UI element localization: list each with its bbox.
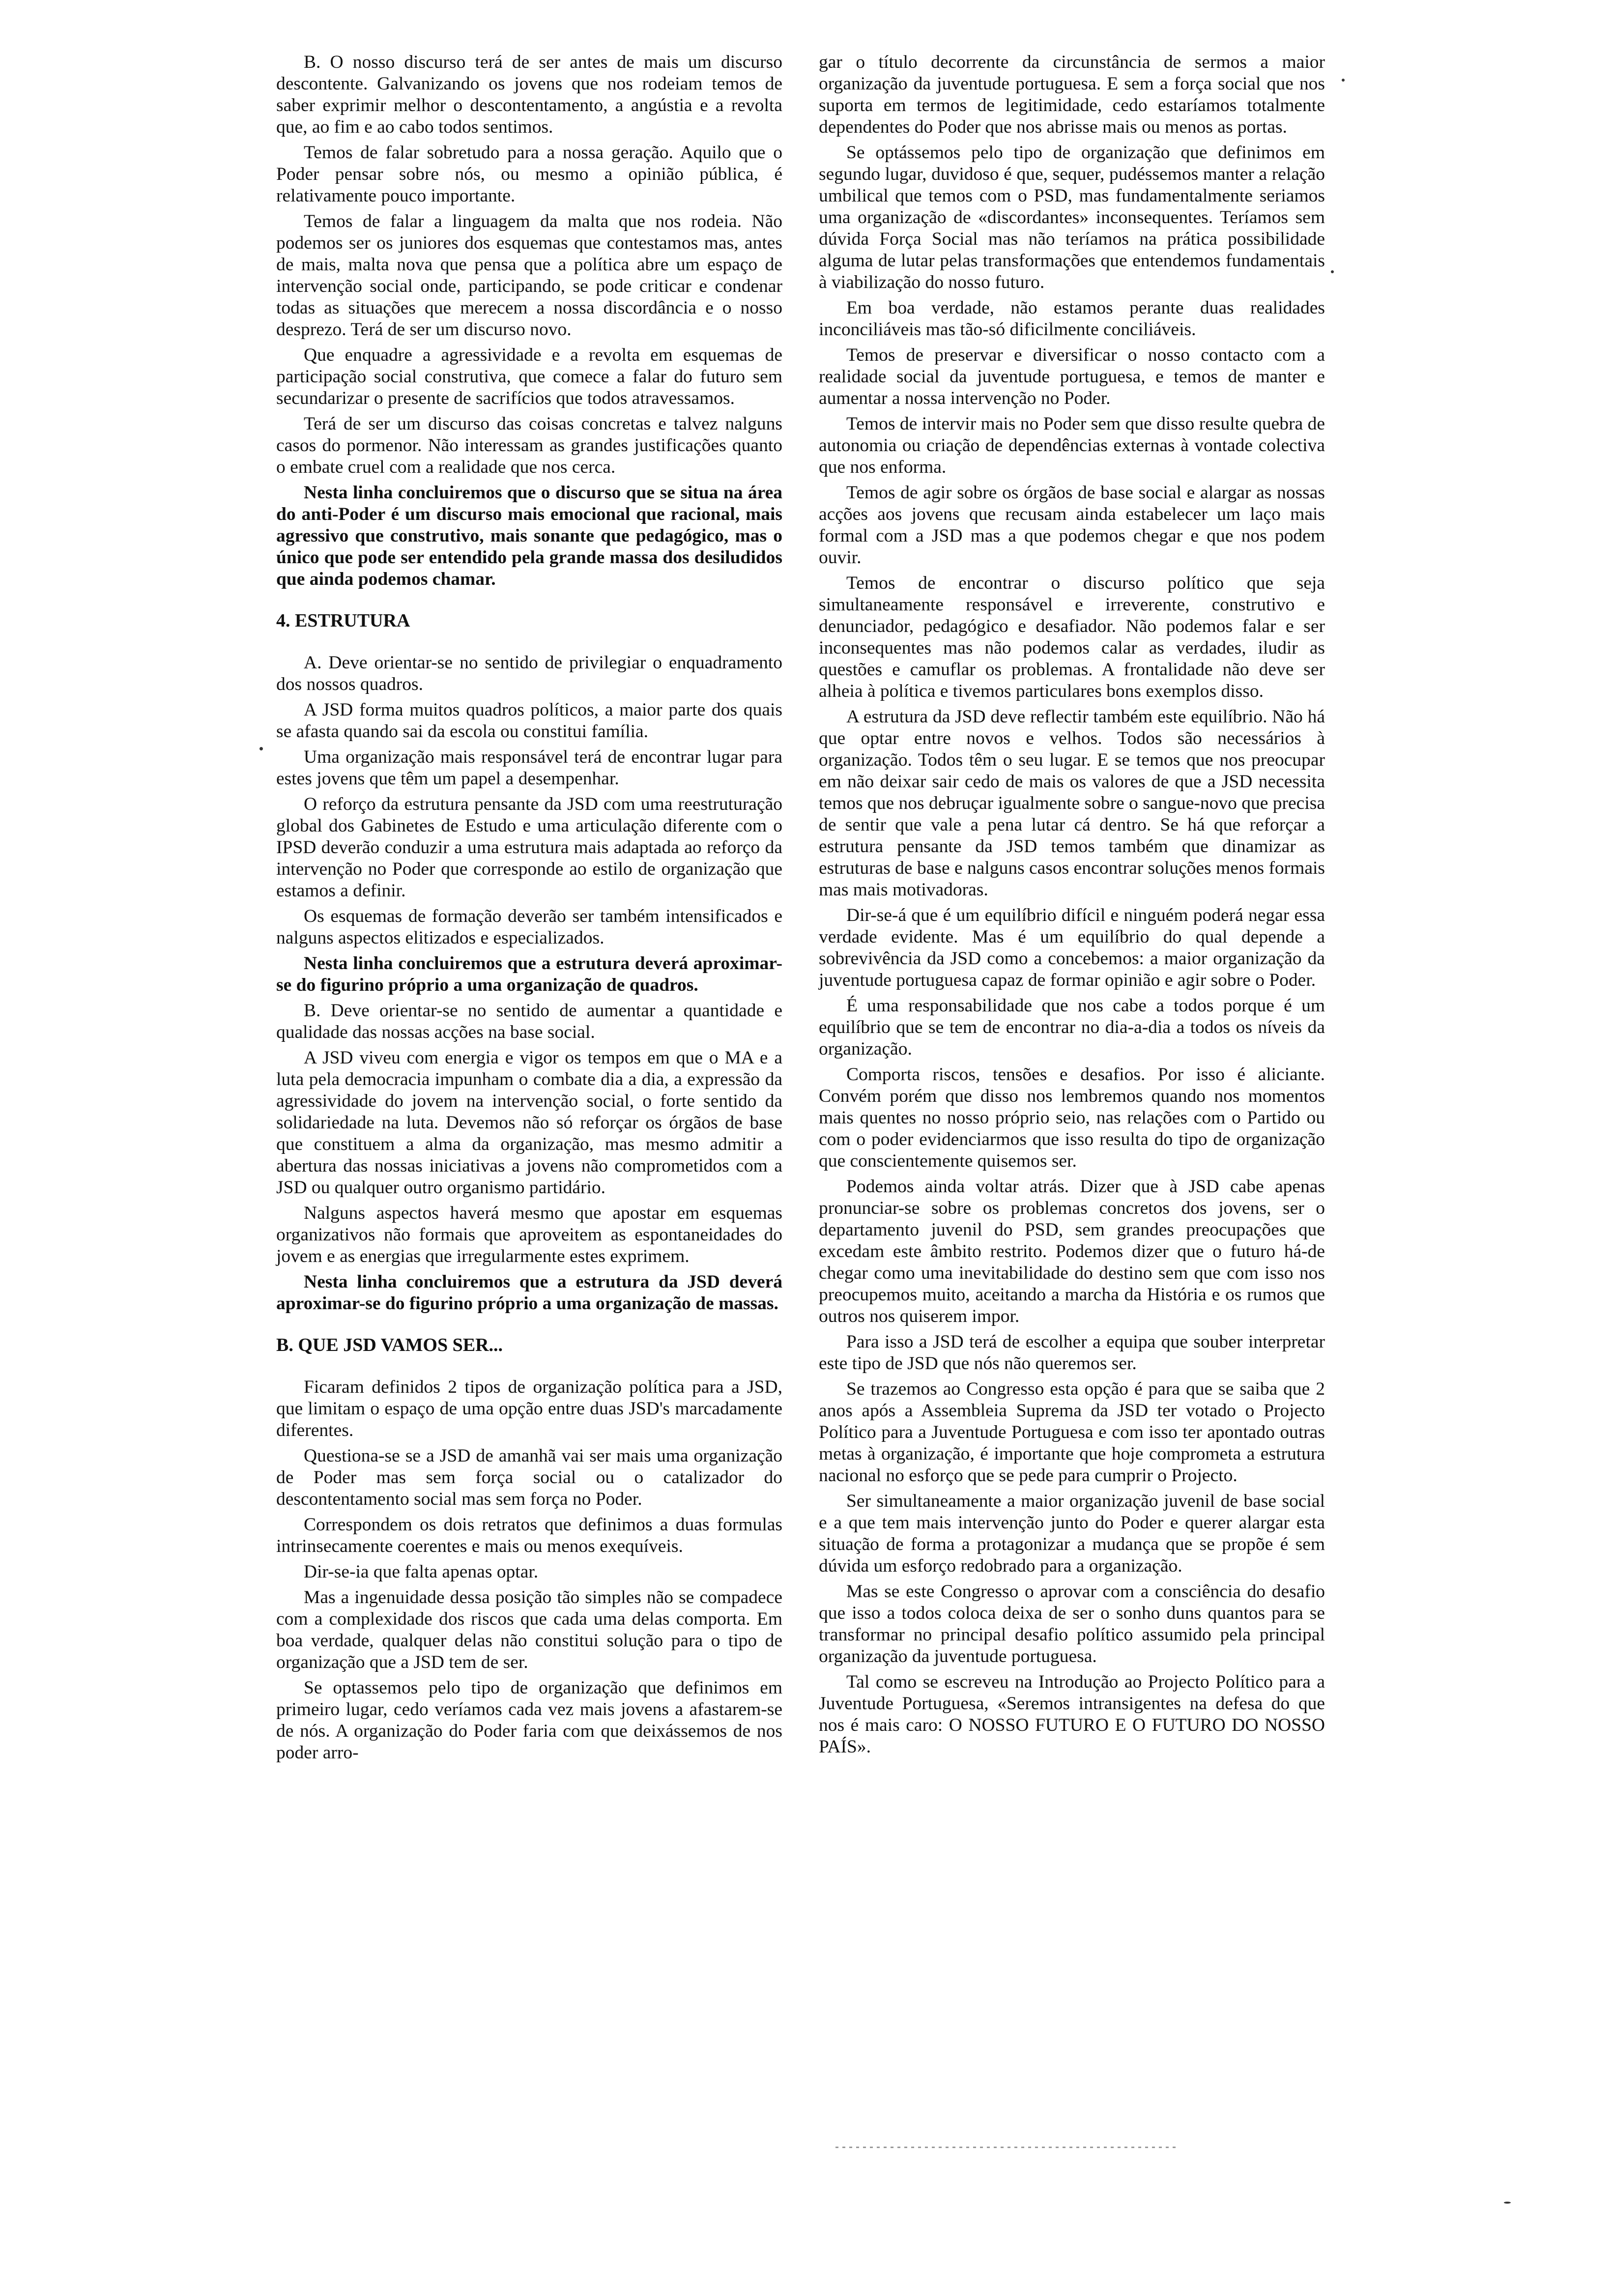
right-paragraph: Dir-se-á que é um equilíbrio difícil e ninguém poderá negar essa verdade evidente. Mas é um equilíbrio do qual depende a sobrevivência da JSD como a concebemos: a maior organização da juventude portuguesa capaz de formar opinião e agir sobre o Poder. [819,905,1325,990]
right-paragraph: A estrutura da JSD deve reflectir também este equilíbrio. Não há que optar entre novos e velhos. Todos são necessários à organização. Todos têm o seu lugar. E se temos que nos preocupar em não deixar sair cedo de mais os valores de que a JSD necessita temos que nos debruçar igualmente sobre o sangue-novo que precisa de sentir que vale a pena lutar cá dentro. Se há que reforçar a estrutura pensante da JSD temos também que dinamizar as estruturas de base e nalguns casos encontrar soluções menos formais mas mais motivadoras. [819,707,1325,900]
left-estrutura-paragraph: B. Deve orientar-se no sentido de aumentar a quantidade e qualidade das nossas acções na base social. [276,1001,782,1042]
left-estrutura-paragraph: A JSD viveu com energia e vigor os tempos em que o MA e a luta pela democracia impunham o combate dia a dia, a expressão da agressividade do jovem na intervenção social, o forte sentido da solidariedade na luta. Devemos não só reforçar os órgãos de base que constituem a alma da organização, mas mesmo admitir a abertura das nossas iniciativas a jovens não comprometidos com a JSD ou qualquer outro organismo partidário. [276,1048,782,1198]
section-heading-estrutura: 4. ESTRUTURA [276,610,410,631]
left-estrutura-paragraph: O reforço da estrutura pensante da JSD com uma reestruturação global dos Gabinetes de Estudo e uma articulação diferente com o IPSD deverão conduzir a uma estrutura mais adaptada ao reforço da intervenção no Poder que corresponde ao estilo de organização que estamos a definir. [276,794,782,901]
left-discurso-paragraph: Temos de falar a linguagem da malta que nos rodeia. Não podemos ser os juniores dos esquemas que contestamos mas, antes de mais, malta nova que pensa que a política abre um espaço de intervenção social onde, participando, se pode criticar e condenar todas as situações que merecem a nossa discordância e o nosso desprezo. Terá de ser um discurso novo. [276,211,782,340]
right-paragraph: É uma responsabilidade que nos cabe a todos porque é um equilíbrio que se tem de encontrar no dia-a-dia a todos os níveis da organização. [819,996,1325,1059]
right-paragraph: Mas se este Congresso o aprovar com a consciência do desafio que isso a todos coloca deixa de ser o sonho duns quantos para se transformar no principal desafio político assumido pela principal organização da juventude portuguesa. [819,1581,1325,1666]
left-estrutura-paragraph: Nesta linha concluiremos que a estrutura da JSD deverá aproximar-se do figurino próprio a uma organização de massas. [276,1272,782,1314]
right-paragraph: Comporta riscos, tensões e desafios. Por isso é aliciante. Convém porém que disso nos lembremos quando nos momentos mais quentes no nosso próprio seio, nas relações com o Partido ou com o poder evidenciarmos que isso resulta do tipo de organização que conscientemente quisemos ser. [819,1064,1325,1171]
left-estrutura-paragraph: Nalguns aspectos haverá mesmo que apostar em esquemas organizativos não formais que aproveitem as espontaneidades do jovem e as energias que irregularmente estes exprimem. [276,1203,782,1266]
scan-noise-line [835,2147,1180,2148]
left-estrutura-paragraph: A. Deve orientar-se no sentido de privilegiar o enquadramento dos nossos quadros. [276,653,782,694]
left-que-jsd-paragraph: Ficaram definidos 2 tipos de organização política para a JSD, que limitam o espaço de uma opção entre duas JSD's marcadamente diferentes. [276,1377,782,1440]
left-estrutura-paragraph: Nesta linha concluiremos que a estrutura deverá aproximar-se do figurino próprio a uma organização de quadros. [276,953,782,995]
right-paragraph: Temos de intervir mais no Poder sem que disso resulte quebra de autonomia ou criação de dependências externas à vontade colectiva que nos enforma. [819,414,1325,477]
left-column [276,52,782,1768]
right-paragraph: Se trazemos ao Congresso esta opção é para que se saiba que 2 anos após a Assembleia Suprema da JSD ter votado o Projecto Político para a Juventude Portuguesa e com isso ter apontado outras metas à organização, é importante que hoje comprometa a estrutura nacional no esforço que se pede para cumprir o Projecto. [819,1379,1325,1486]
right-paragraph: Podemos ainda voltar atrás. Dizer que à JSD cabe apenas pronunciar-se sobre os problemas concretos dos jovens, ser o departamento juvenil do PSD, sem grandes preocupações que excedam este âmbito restrito. Podemos dizer que o futuro há-de chegar como uma inevitabilidade do destino sem que com isso nos preocupemos muito, aceitando a marcha da História e os rumos que outros nos quiserem impor. [819,1177,1325,1326]
right-column [819,52,1325,1762]
left-estrutura-paragraph: A JSD forma muitos quadros políticos, a maior parte dos quais se afasta quando sai da escola ou constitui família. [276,700,782,742]
right-paragraph: Se optássemos pelo tipo de organização que definimos em segundo lugar, duvidoso é que, sequer, pudéssemos manter a relação umbilical que temos com o PSD, mas fundamentalmente seriamos uma organização de «discordantes» inconsequentes. Teríamos sem dúvida Força Social mas não teríamos na prática possibilidade alguma de lutar pelas transformações que entendemos fundamentais à viabilização do nosso futuro. [819,143,1325,292]
left-discurso-paragraph: Nesta linha concluiremos que o discurso que se situa na área do anti-Poder é um discurso mais emocional que racional, mais agressivo que construtivo, mais sonante que pedagógico, mas o único que pode ser entendido pela grande massa dos desiludidos que ainda podemos chamar. [276,483,782,589]
right-paragraph: Para isso a JSD terá de escolher a equipa que souber interpretar este tipo de JSD que nós não queremos ser. [819,1332,1325,1374]
scan-speck [1342,79,1345,82]
right-paragraph: Temos de agir sobre os órgãos de base social e alargar as nossas acções aos jovens que recusam ainda estabelecer um laço mais formal com a JSD mas a que podemos chegar e que nos podem ouvir. [819,483,1325,568]
left-discurso-paragraph: Que enquadre a agressividade e a revolta em esquemas de participação social construtiva, que comece a falar do futuro sem secundarizar o presente de sacrifícios que todos atravessamos. [276,345,782,408]
left-block-estrutura [276,652,782,1315]
scan-speck [1331,270,1334,273]
right-paragraph: Ser simultaneamente a maior organização juvenil de base social e a que tem mais intervenção junto do Poder e querer alargar esta situação de forma a protagonizar a mudança que se propõe é sem dúvida um esforço redobrado para a organização. [819,1491,1325,1576]
scan-speck [1504,2202,1511,2204]
left-estrutura-paragraph: Uma organização mais responsável terá de encontrar lugar para estes jovens que têm um papel a desempenhar. [276,747,782,789]
section-heading-que-jsd: B. QUE JSD VAMOS SER... [276,1335,503,1355]
right-paragraph: Tal como se escreveu na Introdução ao Projecto Político para a Juventude Portuguesa, «Seremos intransigentes na defesa do que nos é mais caro: O NOSSO FUTURO E O FUTURO DO NOSSO PAÍS». [819,1672,1325,1757]
left-block-que-jsd [276,1377,782,1764]
scan-speck [259,747,263,750]
left-que-jsd-paragraph: Correspondem os dois retratos que definimos a duas formulas intrinsecamente coerentes e mais ou menos exequíveis. [276,1515,782,1556]
right-paragraph: Em boa verdade, não estamos perante duas realidades inconciliáveis mas tão-só dificilmente conciliáveis. [819,298,1325,340]
left-que-jsd-paragraph: Se optassemos pelo tipo de organização que definimos em primeiro lugar, cedo veríamos cada vez mais jovens a afastarem-se de nós. A organização do Poder faria com que deixássemos de nos poder arro- [276,1678,782,1763]
right-block-continuation [819,52,1325,1758]
left-discurso-paragraph: Temos de falar sobretudo para a nossa geração. Aquilo que o Poder pensar sobre nós, ou mesmo a opinião pública, é relativamente pouco importante. [276,143,782,206]
left-estrutura-paragraph: Os esquemas de formação deverão ser também intensificados e nalguns aspectos elitizados e especializados. [276,906,782,948]
left-que-jsd-paragraph: Mas a ingenuidade dessa posição tão simples não se compadece com a complexidade dos riscos que cada uma delas comporta. Em boa verdade, qualquer delas não constitui solução para o tipo de organização que a JSD tem de ser. [276,1587,782,1672]
right-paragraph: Temos de preservar e diversificar o nosso contacto com a realidade social da juventude portuguesa, e temos de manter e aumentar a nossa intervenção no Poder. [819,345,1325,408]
right-paragraph: Temos de encontrar o discurso político que seja simultaneamente responsável e irreverente, construtivo e denunciador, pedagógico e desafiador. Não podemos falar e ser inconsequentes mas não podemos calar as verdades, iludir as questões e camuflar os problemas. A frontalidade não deve ser alheia à política e tivemos particulares bons exemplos disso. [819,573,1325,701]
left-que-jsd-paragraph: Questiona-se se a JSD de amanhã vai ser mais uma organização de Poder mas sem força social ou o catalizador do descontentamento social mas sem força no Poder. [276,1446,782,1509]
left-block-discurso [276,52,782,590]
left-discurso-paragraph: Terá de ser um discurso das coisas concretas e talvez nalguns casos do pormenor. Não interessam as grandes justificações quanto o embate cruel com a realidade que nos cerca. [276,414,782,477]
left-discurso-paragraph: B. O nosso discurso terá de ser antes de mais um discurso descontente. Galvanizando os jovens que nos rodeiam temos de saber exprimir melhor o descontentamento, a angústia e a revolta que, ao fim e ao cabo todos sentimos. [276,52,782,137]
left-que-jsd-paragraph: Dir-se-ia que falta apenas optar. [304,1562,539,1582]
right-paragraph: gar o título decorrente da circunstância de sermos a maior organização da juventude portuguesa. E sem a força social que nos suporta em termos de legitimidade, cedo estaríamos totalmente dependentes do Poder que nos abrisse mais ou menos as portas. [819,52,1325,137]
